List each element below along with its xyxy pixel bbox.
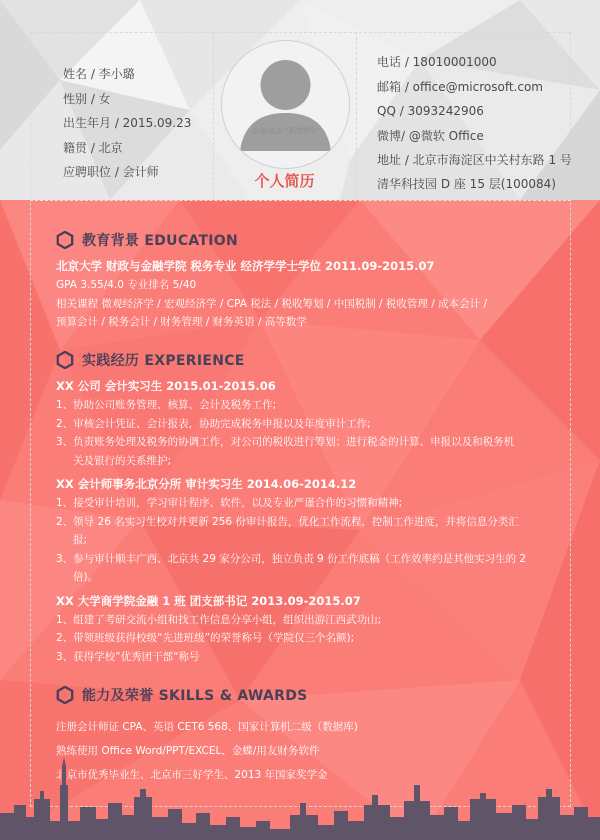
education-courses-1: 相关课程 微观经济学 / 宏观经济学 / CPA 税法 / 税收筹划 / 中国税制 / 税收管理 / 成本会计 / xyxy=(56,297,488,310)
contact-info xyxy=(377,50,577,196)
divider-right xyxy=(356,32,357,200)
address-field: 地址 / 北京市海淀区中关村东路 1 号清华科技园 D 座 15 层(100084) xyxy=(377,153,572,191)
education-headline: 北京大学 财政与金融学院 税务专业 经济学学士学位 2011.09-2015.07 xyxy=(56,259,435,273)
email-field: 邮箱 / office@microsoft.com xyxy=(377,79,543,94)
job3-line-1: 1、组建了考研交流小组和找工作信息分享小组，组织出游江西武功山; xyxy=(56,613,382,626)
phone-field: 电话 / 18010001000 xyxy=(377,55,497,69)
qq-field: QQ / 3093242906 xyxy=(377,104,484,118)
job2-line-2: 2、领导 26 名实习生校对并更新 256 份审计报告，优化工作流程，控制工作进度，并将信息分类汇 xyxy=(56,515,519,528)
name-field: 姓名 / 李小璐 xyxy=(63,67,135,81)
photo-caption: 右击-点击 "更改图片" xyxy=(251,127,320,135)
education-content xyxy=(56,256,487,332)
personal-info xyxy=(63,62,191,185)
job3-line-3: 3、获得学校”优秀团干部“称号 xyxy=(56,650,200,663)
hexagon-icon xyxy=(56,231,74,249)
education-courses-2: 预算会计 / 税务会计 / 财务管理 / 财务英语 / 高等数学 xyxy=(56,316,307,328)
skills-line-2: 熟练使用 Office Word/PPT/EXCEL、金蝶/用友财务软件 xyxy=(56,745,320,757)
skills-heading xyxy=(56,684,358,706)
skills-title: 能力及荣誉 SKILLS & AWARDS xyxy=(82,688,308,704)
origin-field: 籍贯 / 北京 xyxy=(63,140,123,155)
job2-headline: XX 会计师事务北京分所 审计实习生 2014.06-2014.12 xyxy=(56,477,357,491)
gender-field: 性别 / 女 xyxy=(63,91,111,106)
avatar-photo[interactable] xyxy=(221,40,350,169)
skills-line-1: 注册会计师证 CPA、英语 CET6 568、国家计算机二级（数据库) xyxy=(56,721,358,733)
experience-title: 实践经历 EXPERIENCE xyxy=(82,353,245,369)
job1-line-2: 2、审核会计凭证、会计报表，协助完成税务申报以及年度审计工作; xyxy=(56,417,371,430)
birth-field: 出生年月 / 2015.09.23 xyxy=(63,116,192,130)
education-title: 教育背景 EDUCATION xyxy=(82,233,239,249)
position-field: 应聘职位 / 会计师 xyxy=(63,165,159,179)
hexagon-icon xyxy=(56,686,74,704)
job1-headline: XX 公司 会计实习生 2015.01-2015.06 xyxy=(56,379,276,393)
divider-left xyxy=(213,32,214,200)
education-gpa: GPA 3.55/4.0 专业排名 5/40 xyxy=(56,279,197,291)
job3-headline: XX 大学商学院金融 1 班 团支部书记 2013.09-2015.07 xyxy=(56,593,361,608)
job2-line-1: 1、接受审计培训，学习审计程序、软件，以及专业严谨合作的习惯和精神; xyxy=(56,497,403,509)
experience-heading xyxy=(56,349,526,371)
job1-line-3: 3、负责账务处理及税务的协调工作，对公司的税收进行筹划；进行税金的计算、申报以及和税务机 xyxy=(56,436,515,448)
job1-line-1: 1、协助公司账务管理、核算、会计及税务工作; xyxy=(56,399,277,411)
experience-section xyxy=(56,349,526,666)
header-divider xyxy=(30,200,571,201)
weibo-field: 微博/ @微软 Office xyxy=(377,128,484,143)
skills-line-3: 北京市优秀毕业生、北京市三好学生、2013 年国家奖学金 xyxy=(56,769,328,781)
job3-line-2: 2、带领班级获得校级“先进班级”的荣誉称号（学院仅三个名额); xyxy=(56,632,355,644)
resume-title: 个人简历 xyxy=(254,172,315,190)
city-skyline-icon xyxy=(0,755,600,840)
education-section xyxy=(56,229,487,332)
job2-line-2b: 报; xyxy=(73,534,88,546)
job2-line-3b: 倍)。 xyxy=(73,571,99,583)
hexagon-icon xyxy=(56,351,74,369)
job2-line-3: 3、参与审计顺丰广西、北京共 29 家分公司，独立负责 9 份工作底稿（工作效率约是其他实习生的 2 xyxy=(56,552,527,565)
user-silhouette-icon xyxy=(222,41,349,168)
job1-line-3b: 关及银行的关系维护; xyxy=(73,454,172,467)
education-heading xyxy=(56,229,487,251)
experience-content xyxy=(56,376,526,666)
